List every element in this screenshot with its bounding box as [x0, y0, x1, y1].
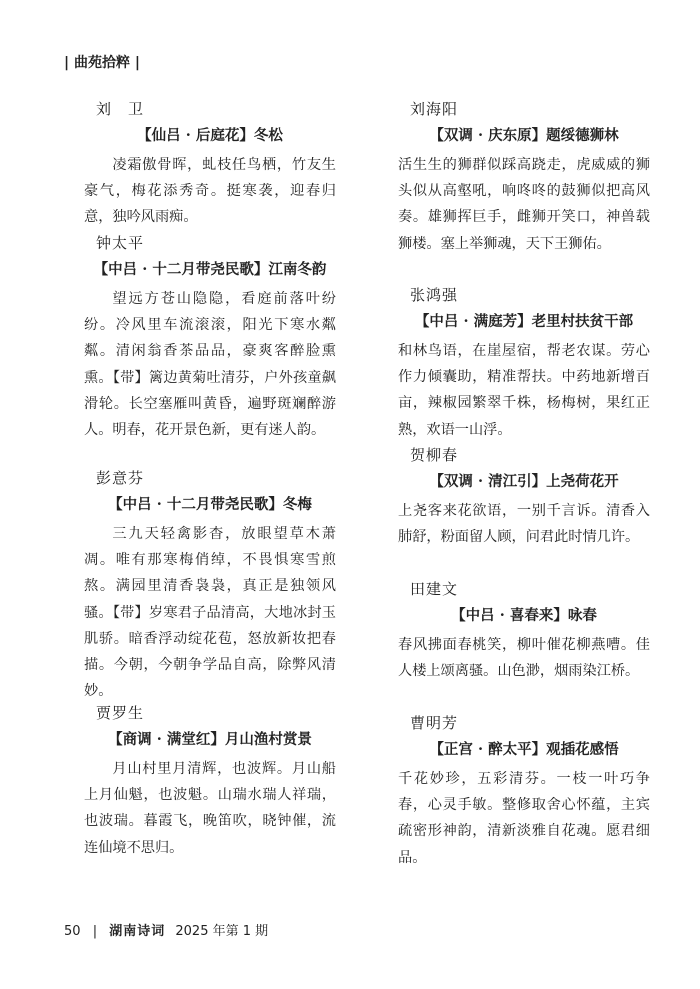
- poem-author: 刘海阳: [410, 100, 459, 118]
- poem-author: 张鸿强: [410, 286, 459, 304]
- poem-title: 【仙吕 · 后庭花】冬松: [137, 127, 283, 144]
- journal-name: 湖南诗词: [109, 924, 166, 939]
- poem-text: 千花妙珍，五彩清芬。一枝一叶巧争春，心灵手敏。整修取舍心怀蕴，主宾疏密形神韵，清新淡雅自花魂。愿君细品。: [398, 771, 650, 866]
- poem-title: 【双调 · 庆东原】题绥德狮林: [429, 127, 619, 144]
- poem-title: 【双调 · 清江引】上尧荷花开: [429, 473, 619, 490]
- divider: |: [92, 924, 98, 939]
- poem-text: 凌霜傲骨晖，虬枝任鸟栖，竹友生豪气，梅花添秀奇。挺寒袭，迎春归意，独吟风雨痴。: [84, 157, 336, 226]
- poem-text: 活生生的狮群似踩高跷走，虎威威的狮头似从高壑吼，响咚咚的鼓狮似把高风奏。雄狮挥巨手，雌狮开笑口，神兽载狮楼。塞上举狮魂，天下王狮佑。: [398, 157, 650, 252]
- poem-title: 【正宫 · 醉太平】观插花感悟: [429, 741, 619, 758]
- poem-text: 和林鸟语，在崖屋宿，帮老农谋。劳心作力倾囊助，精准帮扶。中药地新增百亩，辣椒园繁翠千株，杨梅树，果红正熟，欢语一山浮。: [398, 343, 650, 438]
- poem: [84, 702, 336, 861]
- poem: [398, 712, 650, 871]
- poem-title: 【中吕 · 喜春来】咏春: [451, 607, 597, 624]
- poem-text: 三九天轻禽影杳，放眼望草木萧凋。唯有那寒梅俏绰，不畏惧寒雪煎熬。满园里清香袅袅，真正是独领风骚。【带】岁寒君子品清高，大地冰封玉肌骄。暗香浮动绽花苞，怒放新妆把春描。今朝，今朝争学品自高，除弊风清妙。: [84, 526, 336, 700]
- poem-author: 彭意芬: [96, 469, 145, 487]
- page-number: 50: [64, 924, 81, 939]
- poem-text: 月山村里月清辉，也波辉。月山船上月仙魁，也波魁。山瑞水瑞人祥瑞，也波瑞。暮霞飞，晚笛吹，晓钟催，流连仙境不思归。: [84, 761, 336, 856]
- poem: [398, 578, 650, 712]
- poem-author: 刘 卫: [96, 100, 145, 118]
- issue-label: 2025 年第 1 期: [175, 924, 269, 939]
- poem-title: 【中吕 · 十二月带尧民歌】冬梅: [108, 496, 312, 513]
- poem-text: 上尧客来花欲语，一别千言诉。清香入肺舒，粉面留人顾，问君此时情几许。: [398, 503, 650, 546]
- poem-author: 曹明芳: [410, 714, 459, 732]
- poem-title: 【商调 · 满堂红】月山渔村赏景: [108, 731, 312, 748]
- poem: [84, 467, 336, 702]
- poem-title: 【中吕 · 满庭芳】老里村扶贫干部: [414, 313, 634, 330]
- poem-author: 贺柳春: [410, 446, 459, 464]
- poem: [398, 284, 650, 444]
- poem: [84, 98, 336, 232]
- poem-text: 望远方苍山隐隐，看庭前落叶纷纷。冷风里车流滚滚，阳光下寒水粼粼。清闲翁香茶品品，豪爽客醉脸熏熏。【带】篱边黄菊吐清芬，户外孩童飙滑轮。长空塞雁叫黄昏，遍野斑斓醉游人。明春，花开景色新，更有迷人韵。: [84, 291, 336, 439]
- poem: [84, 232, 336, 467]
- poem-title: 【中吕 · 十二月带尧民歌】江南冬韵: [93, 261, 327, 278]
- section-tag: | 曲苑拾粹 |: [64, 55, 140, 71]
- poem: [398, 98, 650, 284]
- poem: [398, 444, 650, 578]
- page-footer: [64, 920, 268, 939]
- right-column: [398, 98, 650, 871]
- poem-text: 春风拂面春桃笑，柳叶催花柳燕嘈。佳人楼上颂离骚。山色渺，烟雨染江桥。: [398, 637, 650, 680]
- poem-author: 田建文: [410, 580, 459, 598]
- left-column: [84, 98, 336, 861]
- poem-author: 钟太平: [96, 234, 145, 252]
- poem-author: 贾罗生: [96, 704, 145, 722]
